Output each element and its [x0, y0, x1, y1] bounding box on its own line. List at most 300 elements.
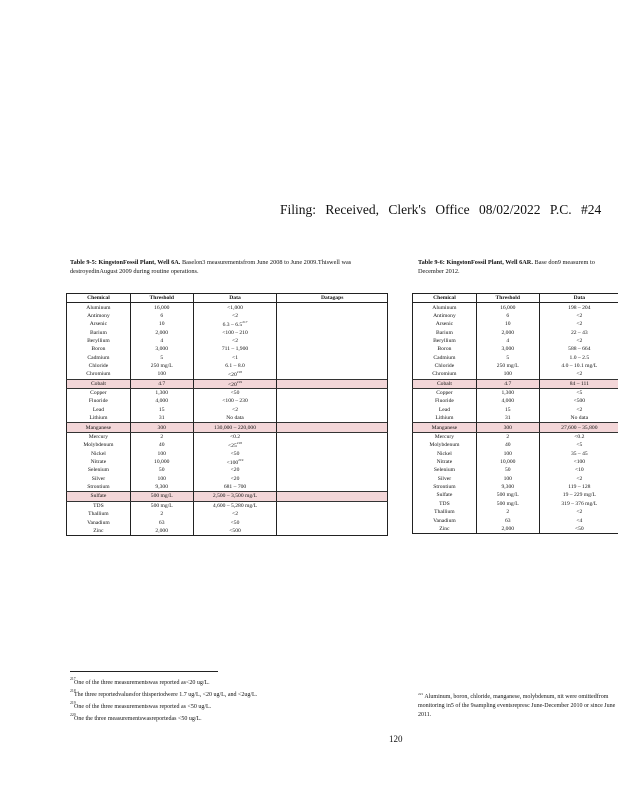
table-cell: [67, 466, 131, 474]
cell-text: 300: [503, 424, 512, 431]
cell-text: 10: [158, 321, 165, 328]
table-cell: [413, 475, 477, 483]
table-row: [413, 303, 618, 312]
cell-text: 9,300: [155, 484, 169, 491]
footnote-text: Aluminum, boron, chloride, manganese, molybdenum, nit were omittedfrom monitoring in5 of the 9sampling eventsrepresc June-December 2010 or since June 2011.: [418, 694, 616, 718]
table-cell: [67, 432, 131, 441]
table-cell: [539, 441, 618, 449]
cell-text: No data: [226, 415, 244, 422]
cell-text: Beryllium: [433, 337, 456, 344]
table-cell: [476, 500, 539, 508]
cell-text: Chloride: [434, 363, 455, 370]
table-row: [67, 432, 388, 441]
table-cell: [67, 320, 131, 328]
footnote-ref: 219: [236, 379, 243, 384]
table-cell: [67, 312, 131, 320]
table-row: [413, 328, 618, 336]
cell-text: Thallium: [434, 509, 455, 516]
cell-text: 9,300: [501, 484, 515, 491]
table-cell: [277, 406, 388, 414]
cell-text: <20: [228, 381, 237, 388]
cell-text: Lead: [92, 406, 104, 413]
table-row: [413, 354, 618, 362]
footnote-ref: 217: [242, 320, 248, 325]
table-cell: [130, 362, 193, 370]
cell-text: Nickel: [436, 450, 452, 457]
table-cell: [130, 397, 193, 405]
table-cell: [413, 458, 477, 466]
footnote-ref: 218: [236, 441, 243, 446]
table2-caption-text: Base don9 measurem to December 2012.: [418, 259, 595, 275]
table-cell: [193, 466, 277, 474]
cell-text: 2,000: [501, 525, 515, 532]
table-row: [413, 388, 618, 397]
cell-text: Zinc: [439, 525, 450, 532]
cell-text: 63: [504, 517, 511, 524]
table1-caption: [70, 258, 370, 276]
table-cell: [476, 345, 539, 353]
table-cell: [67, 406, 131, 414]
cell-text: <50: [230, 390, 240, 397]
cell-text: No data: [570, 415, 589, 422]
cell-text: <10: [574, 467, 584, 474]
table-cell: [130, 312, 193, 320]
cell-text: 27,600 – 35,800: [561, 424, 598, 431]
table-row: [67, 518, 388, 526]
table-cell: [193, 423, 277, 432]
cell-text: Aluminum: [86, 304, 111, 311]
table-cell: [413, 303, 477, 312]
cell-text: 300: [157, 424, 166, 431]
table-cell: [476, 397, 539, 405]
cell-text: Cobalt: [90, 380, 106, 387]
cell-text: Nitrate: [436, 459, 453, 465]
cell-text: TDS: [439, 500, 450, 507]
table-cell: [130, 475, 193, 483]
cell-text: <2: [232, 312, 238, 319]
table-cell: [413, 491, 477, 499]
table-cell: [277, 483, 388, 492]
table-cell: [476, 354, 539, 362]
cell-text: 4.7: [504, 380, 512, 387]
cell-text: 100: [157, 371, 166, 378]
table-cell: [193, 458, 277, 466]
cell-text: 4.7: [158, 380, 166, 387]
table-cell: [130, 483, 193, 492]
table-cell: [130, 449, 193, 457]
cell-text: Copper: [436, 390, 453, 397]
cell-text: Nitrate: [90, 459, 107, 465]
table-cell: [476, 432, 539, 441]
table-cell: [67, 423, 131, 432]
table-cell: [67, 449, 131, 457]
table-row: [413, 466, 618, 474]
table-cell: [476, 406, 539, 414]
table-cell: [130, 414, 193, 423]
cell-text: <100 – 230: [222, 398, 248, 405]
table-row: [413, 432, 618, 441]
footnote-ref: 219: [238, 458, 244, 463]
footnote-text: The three reportedvaluesfor thisperiodwere 1.7 ug/L, <20 ug/L, and <2ug/L.: [74, 692, 258, 698]
table-cell: [277, 397, 388, 405]
cell-text: 35 – 45: [570, 450, 588, 457]
cell-text: 31: [158, 415, 165, 422]
cell-text: 1,300: [155, 390, 169, 397]
table-cell: [130, 328, 193, 336]
cell-text: Copper: [90, 390, 107, 397]
table-row: [67, 449, 388, 457]
cell-text: 500 mg/L: [150, 493, 173, 500]
cell-text: 100: [503, 450, 512, 457]
table-row: [413, 500, 618, 508]
cell-text: Arsenic: [89, 321, 108, 328]
cell-text: Lead: [438, 406, 451, 413]
column-header: Data: [193, 294, 277, 303]
table-cell: [193, 414, 277, 423]
table-cell: [539, 414, 618, 423]
table-row: [413, 475, 618, 483]
cell-text: 4: [506, 337, 510, 344]
table-cell: [130, 345, 193, 353]
cell-text: <2: [232, 406, 238, 413]
cell-text: <1,000: [227, 304, 243, 311]
table-cell: [277, 354, 388, 362]
footnote-text: One of the three measurementswas reported as<20 ug/L.: [74, 680, 210, 686]
table-row: [67, 414, 388, 423]
table-cell: [413, 354, 477, 362]
table-row: [67, 388, 388, 397]
table-cell: [539, 312, 618, 320]
cell-text: <20: [230, 467, 240, 474]
table-cell: [193, 492, 277, 501]
table-cell: [193, 406, 277, 414]
cell-text: Molybdenum: [429, 442, 460, 449]
table-row: [413, 516, 618, 524]
cell-text: 4,600 – 5,280 mg/L: [212, 502, 258, 509]
cell-text: Lithium: [89, 415, 108, 422]
cell-text: <50: [230, 450, 240, 457]
cell-text: 31: [504, 415, 511, 422]
cell-text: 2: [506, 509, 510, 516]
cell-text: Molybdenum: [83, 442, 114, 449]
cell-text: 63: [158, 519, 165, 526]
table-row: [413, 406, 618, 414]
cell-text: 22 – 43: [570, 329, 588, 336]
table-cell: [193, 354, 277, 362]
table-cell: [539, 483, 618, 491]
table-cell: [277, 362, 388, 370]
table-cell: [67, 388, 131, 397]
table-cell: [476, 508, 539, 516]
table-cell: [130, 466, 193, 474]
cell-text: Zinc: [93, 527, 104, 534]
cell-text: Selenium: [87, 467, 109, 474]
table-row: [67, 337, 388, 345]
cell-text: Beryllium: [87, 337, 110, 344]
table-cell: [277, 458, 388, 466]
table-cell: [277, 466, 388, 474]
cell-text: 198 – 204: [568, 304, 591, 311]
table-cell: [476, 475, 539, 483]
cell-text: 10,000: [500, 459, 516, 465]
cell-text: Barium: [90, 329, 107, 336]
cell-text: <0.2: [574, 433, 585, 440]
table-cell: [193, 337, 277, 345]
footnote-divider: [70, 671, 218, 672]
footnote-mark: 219: [70, 701, 76, 705]
cell-text: Lithium: [435, 415, 454, 422]
table-cell: [413, 337, 477, 345]
cell-text: Strontium: [433, 484, 456, 491]
table-cell: [539, 508, 618, 516]
table-cell: [193, 510, 277, 518]
table2-caption: [418, 258, 618, 276]
table-cell: [539, 500, 618, 508]
table-cell: [413, 423, 477, 432]
table-cell: [67, 492, 131, 501]
table-row: [413, 458, 618, 466]
table-cell: [539, 388, 618, 397]
table-cell: [277, 527, 388, 536]
table-well-6a: [66, 293, 388, 536]
table-cell: [67, 414, 131, 423]
table-cell: [193, 370, 277, 379]
cell-text: 1,300: [501, 390, 515, 397]
table-row: [413, 414, 618, 423]
table-cell: [130, 492, 193, 501]
table-cell: [193, 320, 277, 328]
cell-text: 130,000 – 220,000: [214, 424, 256, 431]
table-cell: [130, 423, 193, 432]
column-header: Threshold: [130, 294, 193, 303]
cell-text: Nickel: [90, 450, 106, 457]
table-cell: [539, 406, 618, 414]
cell-text: <1: [232, 354, 238, 361]
cell-text: 40: [158, 442, 165, 449]
table-cell: [539, 354, 618, 362]
table-cell: [413, 320, 477, 328]
cell-text: 10: [504, 321, 511, 328]
table-cell: [193, 475, 277, 483]
cell-text: <50: [574, 525, 584, 532]
cell-text: 500 mg/L: [496, 500, 519, 507]
cell-text: <2: [576, 312, 583, 319]
cell-text: 15: [158, 406, 165, 413]
table-row: [413, 370, 618, 379]
table-cell: [539, 449, 618, 457]
table-cell: [476, 491, 539, 499]
table-cell: [193, 441, 277, 449]
table-cell: [476, 337, 539, 345]
table1-caption-title: Table 9-5: KingstonFossil Plant, Well 6A.: [70, 259, 181, 266]
table-row: [413, 525, 618, 534]
page-number: 120: [389, 734, 403, 744]
table-cell: [67, 370, 131, 379]
table-cell: [476, 362, 539, 370]
table-cell: [413, 449, 477, 457]
footnote-ref: 218: [236, 370, 243, 375]
table-cell: [476, 423, 539, 432]
table-row: [413, 491, 618, 499]
table-cell: [193, 328, 277, 336]
table-row: [67, 475, 388, 483]
table-cell: [413, 525, 477, 534]
table-cell: [193, 362, 277, 370]
table-cell: [476, 320, 539, 328]
table-cell: [277, 510, 388, 518]
cell-text: Cadmium: [433, 354, 456, 361]
table-cell: [539, 491, 618, 499]
table-cell: [539, 525, 618, 534]
cell-text: 2,000: [501, 329, 515, 336]
cell-text: <0.2: [229, 433, 241, 440]
cell-text: 681 – 700: [223, 484, 247, 491]
cell-text: 50: [504, 467, 511, 474]
table-cell: [476, 379, 539, 388]
cell-text: 711 – 1,900: [221, 346, 249, 353]
table-cell: [67, 379, 131, 388]
cell-text: <2: [576, 475, 583, 482]
cell-text: 100: [157, 475, 166, 482]
table-cell: [67, 303, 131, 312]
table-cell: [539, 458, 618, 466]
table-row: [413, 379, 618, 388]
cell-text: 2,500 – 3,500 mg/L: [212, 493, 258, 500]
table-cell: [67, 362, 131, 370]
table-cell: [193, 312, 277, 320]
table-cell: [413, 345, 477, 353]
table-row: [67, 501, 388, 510]
cell-text: 500 mg/L: [150, 502, 173, 509]
table-cell: [130, 379, 193, 388]
table-cell: [413, 414, 477, 423]
table-cell: [413, 441, 477, 449]
table-cell: [67, 475, 131, 483]
table-cell: [193, 388, 277, 397]
table-cell: [413, 508, 477, 516]
cell-text: <100: [226, 459, 239, 466]
table-cell: [476, 458, 539, 466]
table-row: [67, 483, 388, 492]
cell-text: 6.1 – 8.0: [225, 363, 245, 370]
table-cell: [277, 303, 388, 312]
cell-text: 588 – 664: [568, 346, 591, 353]
table-cell: [277, 328, 388, 336]
table-cell: [277, 475, 388, 483]
table-cell: [476, 303, 539, 312]
table-cell: [193, 303, 277, 312]
cell-text: 2: [160, 433, 164, 440]
cell-text: Cadmium: [87, 354, 110, 361]
table-cell: [277, 414, 388, 423]
table-cell: [277, 345, 388, 353]
table-row: [413, 345, 618, 353]
table-cell: [130, 388, 193, 397]
table-cell: [130, 320, 193, 328]
table-cell: [539, 423, 618, 432]
table-cell: [130, 370, 193, 379]
cell-text: <100 – 210: [222, 329, 248, 336]
table1-caption-text: Baselon3 measurementsfrom June 2008 to June 2009.Thiswell was destroyedinAugust 2009 during routine operations.: [70, 259, 352, 275]
table-row: [67, 397, 388, 405]
table-cell: [193, 483, 277, 492]
table-cell: [476, 516, 539, 524]
table-cell: [476, 441, 539, 449]
cell-text: 4: [160, 337, 164, 344]
cell-text: Antimony: [87, 312, 110, 319]
table-cell: [277, 320, 388, 328]
column-header: Chemical: [413, 294, 477, 303]
table-cell: [539, 303, 618, 312]
table-row: [67, 362, 388, 370]
table-cell: [67, 510, 131, 518]
cell-text: <4: [576, 517, 583, 524]
cell-text: Chromium: [86, 371, 111, 378]
cell-text: 250 mg/L: [496, 363, 519, 370]
cell-text: Strontium: [87, 484, 110, 491]
cell-text: Boron: [91, 346, 106, 353]
cell-text: 4.0 – 10.1 mg/L: [561, 363, 598, 370]
footnote-text: One the three measurementswasreportedas <50 ug/L.: [74, 716, 202, 722]
cell-text: <5: [576, 442, 583, 449]
table-cell: [67, 458, 131, 466]
table-cell: [277, 492, 388, 501]
cell-text: 100: [157, 450, 166, 457]
table-cell: [193, 397, 277, 405]
table-row: [413, 397, 618, 405]
cell-text: Chloride: [88, 363, 109, 370]
table-well-6ar: [412, 293, 618, 534]
cell-text: 4,000: [501, 398, 515, 405]
cell-text: 4,000: [155, 398, 169, 405]
table-cell: [476, 328, 539, 336]
cell-text: Silver: [91, 475, 106, 482]
cell-text: 2: [160, 511, 164, 518]
cell-text: <2: [232, 511, 238, 518]
table-cell: [277, 432, 388, 441]
cell-text: <25: [228, 443, 237, 450]
table-row: [67, 370, 388, 379]
cell-text: <20: [230, 475, 240, 482]
cell-text: <20: [228, 372, 237, 379]
table-row: [67, 320, 388, 328]
table-cell: [476, 312, 539, 320]
cell-text: Aluminum: [432, 304, 457, 311]
cell-text: Silver: [437, 475, 452, 482]
table-cell: [67, 441, 131, 449]
table-cell: [539, 345, 618, 353]
cell-text: <100: [573, 459, 586, 465]
table-cell: [413, 466, 477, 474]
cell-text: <50: [230, 519, 240, 526]
table-cell: [277, 337, 388, 345]
cell-text: 250 mg/L: [150, 363, 173, 370]
table-cell: [130, 458, 193, 466]
cell-text: Vanadium: [87, 519, 110, 526]
table-cell: [130, 510, 193, 518]
table-cell: [130, 441, 193, 449]
table-row: [67, 406, 388, 414]
cell-text: 6: [160, 312, 164, 319]
table-cell: [67, 354, 131, 362]
table-row: [413, 423, 618, 432]
footnote-221: [418, 690, 618, 720]
footnote-mark: 218: [70, 689, 76, 693]
table-cell: [130, 337, 193, 345]
table-cell: [476, 466, 539, 474]
table-cell: [193, 449, 277, 457]
table-row: [413, 441, 618, 449]
